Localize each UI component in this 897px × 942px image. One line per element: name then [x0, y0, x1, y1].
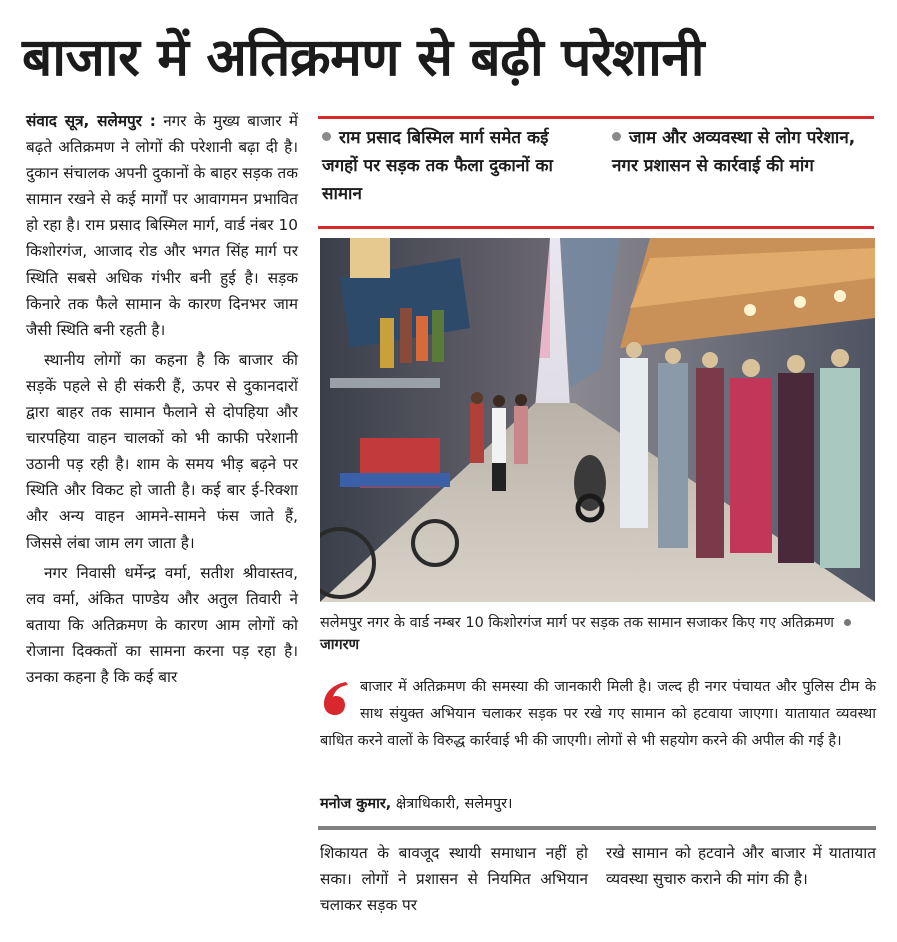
- highlight-item: [612, 124, 874, 180]
- market-street-photo: [320, 238, 875, 602]
- article-paragraph-5: रखे सामान को हटवाने और बाजार में यातायात व्यवस्था सुचारु कराने की मांग की है।: [606, 844, 876, 889]
- photo-caption: [320, 612, 876, 656]
- bullet-icon: [612, 132, 621, 141]
- highlights-top-rule: [318, 116, 874, 119]
- article-paragraph-1-text: नगर के मुख्य बाजार में बढ़ते अतिक्रमण ने लोगों की परेशानी बढ़ा दी है। दुकान संचालक अपनी दुकानों के बाहर सड़क तक सामान रखने से कई मार्गों पर आवागमन प्रभावित हो रहा है। राम प्रसाद बिस्मिल मार्ग, वार्ड नंबर 10 किशोरगंज, आजाद रोड और भगत सिंह मार्ग पर स्थिति सबसे अधिक गंभीर बनी हुई है। सड़क किनारे तक फैले सामान के कारण दिनभर जाम जैसी स्थिति बनी रहती है।: [26, 112, 298, 339]
- section-divider: [318, 826, 876, 830]
- article-paragraph-1: [26, 108, 298, 343]
- highlight-item: [322, 124, 584, 208]
- article-paragraph-2: स्थानीय लोगों का कहना है कि बाजार की सड़कें पहले से ही संकरी हैं, ऊपर से दुकानदारों द्वारा बाहर तक सामान फैलाने से दोपहिया और चारपहिया वाहन चालकों को भी काफी परेशानी उठानी पड़ रही है। शाम के समय भीड़ बढ़ने पर स्थिति और विकट हो जाती है। कई बार ई-रिक्शा और अन्य वाहन आमने-सामने फंस जाते हैं, जिससे लंबा जाम लग जाता है।: [26, 350, 298, 552]
- highlight-text: जाम और अव्यवस्था से लोग परेशान, नगर प्रशासन से कार्रवाई की मांग: [612, 128, 856, 176]
- highlight-text: राम प्रसाद बिस्मिल मार्ग समेत कई जगहों पर सड़क तक फैला दुकानों का सामान: [322, 128, 553, 204]
- quote-author-name: मनोज कुमार,: [320, 796, 392, 812]
- quote-author: [320, 792, 876, 816]
- article-column-left: [26, 108, 298, 690]
- article-paragraph-4: शिकायत के बावजूद स्थायी समाधान नहीं हो सका। लोगों ने प्रशासन से नियमित अभियान चलाकर सड़क पर: [320, 844, 588, 915]
- highlights-bottom-rule: [318, 226, 874, 229]
- bullet-icon: [322, 132, 331, 141]
- quote-author-title: क्षेत्राधिकारी, सलेमपुर।: [395, 796, 513, 812]
- article-column-right: [606, 840, 876, 892]
- headline: बाजार में अतिक्रमण से बढ़ी परेशानी: [22, 28, 704, 88]
- caption-text: सलेमपुर नगर के वार्ड नम्बर 10 किशोरगंज मार्ग पर सड़क तक सामान सजाकर किए गए अतिक्रमण: [320, 615, 834, 631]
- photo-credit: जागरण: [320, 615, 856, 653]
- article-column-middle: [320, 840, 588, 918]
- quote-text: बाजार में अतिक्रमण की समस्या की जानकारी मिली है। जल्द ही नगर पंचायत और पुलिस टीम के साथ संयुक्त अभियान चलाकर सड़क पर रखे गए सामान को हटवाया जाएगा। यातायात व्यवस्था बाधित करने वालों के विरुद्ध कार्रवाई भी की जाएगी। लोगों से भी सहयोग करने की अपील की गई है।: [320, 679, 876, 749]
- article-paragraph-3: नगर निवासी धर्मेन्द्र वर्मा, सतीश श्रीवास्तव, लव वर्मा, अंकित पाण्डेय और अतुल तिवारी ने बताया कि अतिक्रमण के कारण आम लोगों को रोजाना दिक्कतों का सामना करना पड़ रहा है। उनका कहना है कि कई बार: [26, 563, 298, 686]
- quote-mark-icon: [320, 678, 354, 718]
- dateline: संवाद सूत्र, सलेमपुर :: [26, 112, 156, 130]
- official-quote: [320, 674, 876, 755]
